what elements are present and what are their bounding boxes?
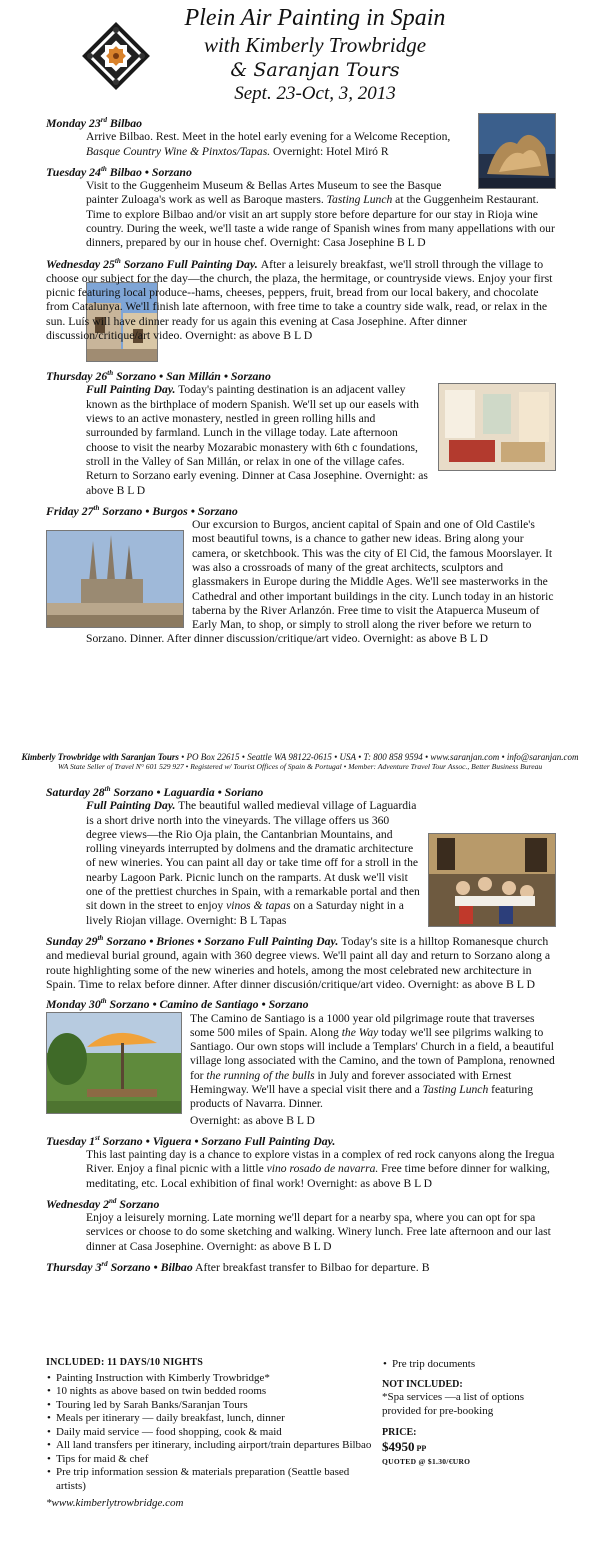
title-line-1: Plein Air Painting in Spain: [184, 5, 446, 31]
day-wednesday-2: [46, 1194, 556, 1254]
day-heading: Monday 23rd Bilbao: [46, 115, 143, 130]
extra-included-list: [382, 1358, 557, 1372]
day-heading: Wednesday 2nd Sorzano: [46, 1196, 160, 1211]
not-included-title: NOT INCLUDED:: [382, 1378, 463, 1390]
day-heading: Tuesday 24th Bilbao • Sorzano: [46, 164, 192, 179]
not-included-text: *Spa services —a list of options provided for pre-booking: [382, 1391, 525, 1417]
day-saturday-28: [46, 782, 556, 928]
dinner-street-photo: [428, 833, 556, 927]
included-column: [46, 1356, 376, 1511]
day-heading: Tuesday 1st Sorzano • Viguera • Sorzano Full Painting Day.: [46, 1133, 336, 1148]
header: [0, 0, 600, 112]
day-description: Full Painting Day. The beautiful walled medieval village of Laguardia is a short drive north into the vineyards. The village offers us 360 degree views—the Rio Oja plain, the Cantanbrian Mountains, and rolling vineyards interrupted by dolmens and the dramatic architecture of new wineries. You can paint all day or take time off for a stroll in the nearby Lagoon Park. Picnic lunch on the ramparts. At dusk we'll visit one of the prettiest churches in Spain, with a remarkable portal and then sit down in the street to enjoy vinos & tapas on a Saturday night in a lively Riojan village. Overnight: B L Tapas: [86, 799, 556, 928]
list-item: • Pre trip documents: [392, 1358, 557, 1372]
day-friday-27: [46, 501, 556, 647]
title-line-2: with Kimberly Trowbridge: [203, 33, 427, 57]
day-description: Enjoy a leisurely morning. Late morning we'll depart for a nearby spa, where you can opt for spa services or choose to do some sketching and walking. Winery lunch. Free late afternoon and our last dinner at Casa Josephine. Overnight: as above B L D: [86, 1211, 551, 1253]
footer-registration: WA State Seller of Travel N° 601 529 927 • Registered w/ Tourist Offices of Spain & Portugal • Member: Adventure Travel Tour Assoc., Better Business Bureau: [57, 762, 543, 771]
day-heading: Saturday 28th Sorzano • Laguardia • Soriano: [46, 784, 264, 799]
day-wednesday-25: [46, 254, 556, 343]
itinerary-part-2: [46, 782, 556, 1277]
list-item: • Meals per itinerary — daily breakfast, lunch, dinner: [56, 1412, 376, 1426]
day-heading: Friday 27th Sorzano • Burgos • Sorzano: [46, 503, 238, 518]
day-description: The Camino de Santiago is a 1000 year old pilgrimage route that traverses some 500 miles of Spain. Along the Way today we'll see pilgrims walking to Santiago. Our own stops will include a Templars' Church in a field, a beautiful village long associated with the Camino, and the town of Pamplona, renowned for the running of the bulls in July and forever associated with Ernest Hemingway. We'll have a special visit there and a Tasting Lunch featuring products of Navarra. Dinner.: [86, 1012, 556, 1112]
day-heading: Monday 30th Sorzano • Camino de Santiago • Sorzano: [46, 997, 309, 1012]
day-description: Arrive Bilbao. Rest. Meet in the hotel early evening for a Welcome Reception, Basque Country Wine & Pinxtos/Tapas. Overnight: Hotel Miró R: [86, 130, 451, 158]
burgos-cathedral-photo: [46, 530, 184, 628]
day-heading: Thursday 26th Sorzano • San Millán • Sorzano: [46, 369, 271, 384]
price-label: PRICE:: [382, 1427, 417, 1438]
list-item: • 10 nights as above based on twin bedded rooms: [56, 1385, 376, 1399]
list-item: • Painting Instruction with Kimberly Trowbridge*: [56, 1372, 376, 1386]
day-monday-30: [46, 994, 556, 1128]
day-description: Our excursion to Burgos, ancient capital of Spain and one of Old Castile's most beautiful towns, is a chance to gather new ideas. Bring along your camera, or sketchbook. This was the city of El Cid, the famous Moorslayer. It was also a crossroads of many of the great architects, sculptors and glassmakers in Europe during the Middle Ages. We'll see masterworks in the Cathedral and other important buildings in the city. Lunch today in an historic taberna by the River Arlanzón. Free time to visit the Atapuerca Museum of Early Man, to shop, or simply to stroll along the river before we return to Sorzano. Dinner. After dinner discussion/critique/art video. Overnight: as above B L D: [86, 518, 556, 647]
day-description: Visit to the Guggenheim Museum & Bellas Artes Museum to see the Basque painter Zuloaga's work as well as Baroque masters. Tasting Lunch at the Guggenheim Restaurant. Time to explore Bilbao and/or visit an art supply store before departure for our stay in Rioja wine country. During the week, we'll taste a wide range of Spanish wines from many appellations with our dinners, prepared by our in house chef. Overnight: Casa Josephine B L D: [86, 179, 555, 250]
list-item: • Tips for maid & chef: [56, 1453, 376, 1467]
title-block: [150, 4, 480, 106]
price-column: [382, 1356, 557, 1469]
day-heading: Thursday 3rd Sorzano • Bilbao After breakfast transfer to Bilbao for departure. B: [46, 1259, 430, 1274]
hotel-interior-photo: [438, 383, 556, 471]
exchange-rate-note: QUOTED @ $1.30/€URO: [382, 1457, 471, 1466]
list-item: • Pre trip information session & materials preparation (Seattle based artists): [56, 1466, 376, 1493]
footer-contact: Kimberly Trowbridge with Saranjan Tours • PO Box 22615 • Seattle WA 98122-0615 • USA • T: 800 858 9594 • www.saranjan.com • info@saranjan.com WA State Seller of Travel N° 601 529 927 • Registered w/ Tourist Offices of Spain & Portugal • Member: Adventure Travel Tour Assoc., Better Business Bureau: [0, 752, 600, 772]
guggenheim-photo: [478, 113, 556, 189]
title-line-3: & Saranjan Tours: [230, 59, 400, 81]
day-description: This last painting day is a chance to explore vistas in a complex of red rock canyons along the Iregua River. Enjoy a final picnic with a little vino rosado de navarra. Free time before dinner for walking, meditating, etc. Local exhibition of final work! Overnight: as above B L D: [86, 1148, 555, 1190]
day-thursday-26: [46, 366, 556, 498]
itinerary-part-1: [46, 113, 556, 650]
day-thursday-3: [46, 1257, 556, 1274]
list-item: • Touring led by Sarah Banks/Saranjan Tours: [56, 1399, 376, 1413]
included-list: [46, 1372, 376, 1494]
day-heading: Wednesday 25th Sorzano Full Painting Day. After a leisurely breakfast, we'll stroll through the village to choose our subject for the day—the church, the plaza, the hermitage, or countryside views. Enjoy your first picnic featuring local produce--hams, cheeses, peppers, fruit, bread from our local bakery, and chocolate from Catalunya. We'll finish late afternoon, with free time to take a country side walk, read, or relax in the sun. Luís will have dinner ready for us again this evening at Casa Josephine. After dinner discussion/critique/art video. Overnight: as above B L D: [46, 256, 553, 342]
moorish-tile-logo-icon: [80, 20, 152, 92]
included-title: INCLUDED: 11 DAYS/10 NIGHTS: [46, 1357, 204, 1368]
day-description: Full Painting Day. Today's painting destination is an adjacent valley known as the birthplace of modern Spanish. We'll set up our easels with views to an active monastery, nestled in green rolling hills and surrounded by farmland. Lunch in the village today. Late afternoon choose to visit the nearby Mozarabic monastery with 6th c foundations, stroll in the Valley of San Millán, or relax in one of the village cafes. Return to Sorzano early evening. Dinner at Casa Josephine. Overnight: as above B L D: [86, 383, 428, 497]
day-overnight: Overnight: as above B L D: [190, 1113, 315, 1127]
day-tuesday-1: [46, 1131, 556, 1191]
list-item: • All land transfers per itinerary, including airport/train departures Bilbao: [56, 1439, 376, 1453]
garden-umbrella-photo: [46, 1012, 182, 1114]
title-line-4: Sept. 23-Oct, 3, 2013: [234, 83, 396, 104]
day-heading: Sunday 29th Sorzano • Briones • Sorzano Full Painting Day. Today's site is a hilltop Romanesque church and medieval burial ground, again with 360 degree views. We'll paint all day and return to Sorzano along a route highlighting some of the new wineries and hotels, among the most celebrated new architecture in Spain. Time to relax before dinner. After dinner discusión/critique/art video. Overnight: as above B L D: [46, 934, 551, 992]
price-value: $4950 PP: [382, 1438, 427, 1454]
day-monday-23: [46, 113, 556, 159]
list-item: • Daily maid service — food shopping, cook & maid: [56, 1426, 376, 1440]
website-link[interactable]: *www.kimberlytrowbridge.com: [46, 1497, 184, 1509]
day-sunday-29: [46, 931, 556, 991]
